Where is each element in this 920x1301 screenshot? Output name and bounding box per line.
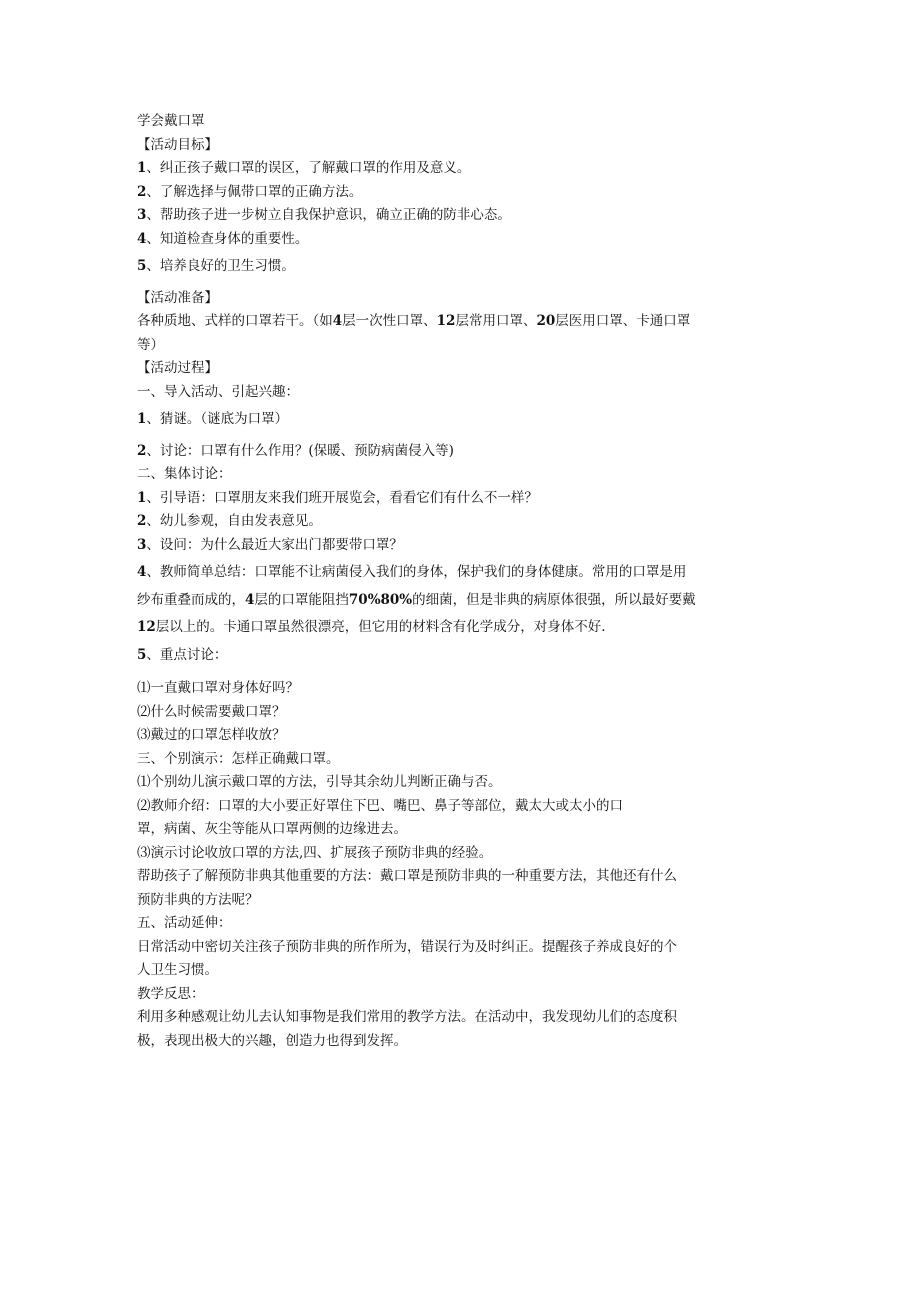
paragraph-line: ⑵教师介绍：口罩的大小要正好罩住下巴、嘴巴、鼻子等部位，戴太大或太小的口 [137, 797, 623, 814]
list-item: 2、幼儿参观，自由发表意见。 [137, 513, 322, 529]
goal-text: 、纠正孩子戴口罩的误区，了解戴口罩的作用及意义。 [146, 160, 471, 176]
paragraph-line: ⑴个别幼儿演示戴口罩的方法，引导其余幼儿判断正确与否。 [137, 774, 502, 790]
paragraph-line: 预防非典的方法呢？ [137, 891, 259, 908]
goal-text: 、了解选择与佩带口罩的正确方法。 [146, 183, 363, 200]
list-item: 1、引导语：口罩朋友来我们班开展览会，看看它们有什么不一样？ [137, 489, 538, 506]
goal-item [137, 204, 782, 228]
goal-number: 5 [137, 258, 147, 274]
question-item: ⑶戴过的口罩怎样收放？ [137, 727, 286, 743]
reflection-heading: 教学反思： [137, 985, 205, 1002]
paragraph-line: 人卫生习惯。 [137, 962, 218, 978]
question-item: ⑵什么时候需要戴口罩？ [137, 703, 286, 720]
paragraph-line: 利用多种感观让幼儿去认知事物是我们常用的教学方法。在活动中，我发现幼儿们的态度积 [137, 1009, 677, 1025]
list-item: 3、设问：为什么最近大家出门都要带口罩？ [137, 536, 403, 553]
section-heading-5: 五、活动延伸： [137, 915, 232, 931]
list-item-continued: 纱布重叠而成的，4层的口罩能阻挡70%80%的细菌，但是非典的病原体很强，所以最好要戴 [137, 591, 696, 608]
list-item: 4、教师简单总结：口罩能不让病菌侵入我们的身体，保护我们的身体健康。常用的口罩是用 [137, 564, 687, 580]
paragraph-line: 日常活动中密切关注孩子预防非典的所作所为，错误行为及时纠正。提醒孩子养成良好的个 [137, 938, 677, 955]
paragraph-line: 帮助孩子了解预防非典其他重要的方法：戴口罩是预防非典的一种重要方法，其他还有什么 [137, 868, 677, 884]
list-item: 1、猜谜。（谜底为口罩） [137, 411, 289, 427]
document-page [137, 110, 782, 1053]
goal-number: 2 [137, 183, 147, 200]
question-item: ⑴一直戴口罩对身体好吗？ [137, 680, 299, 696]
goal-item [137, 255, 782, 279]
section-heading-1: 一、导入活动、引起兴趣： [137, 383, 299, 400]
goal-number: 1 [137, 160, 147, 176]
process-heading: 【活动过程】 [137, 360, 218, 376]
goal-text: 、帮助孩子进一步树立自我保护意识，确立正确的防非心态。 [146, 207, 511, 223]
prep-line-continued: 等） [137, 336, 164, 353]
goal-text: 、培养良好的卫生习惯。 [146, 258, 295, 274]
goals-heading: 【活动目标】 [137, 136, 218, 153]
goal-text: 、知道检查身体的重要性。 [146, 230, 309, 247]
list-item-continued: 12层以上的。卡通口罩虽然很漂亮，但它用的材料含有化学成分，对身体不好. [137, 619, 606, 635]
list-item: 2、讨论：口罩有什么作用？(保暖、预防病菌侵入等) [137, 442, 454, 459]
paragraph-line: 极，表现出极大的兴趣，创造力也得到发挥。 [137, 1032, 407, 1049]
section-heading-3: 三、个别演示：怎样正确戴口罩。 [137, 750, 340, 767]
prep-line: 各种质地、式样的口罩若干。（如4层一次性口罩、12层常用口罩、20层医用口罩、卡通口罩 [137, 313, 691, 329]
goal-number: 3 [137, 207, 147, 223]
goal-number: 4 [137, 230, 147, 247]
section-heading-2: 二、集体讨论： [137, 466, 232, 482]
goal-item [137, 228, 782, 252]
goal-item [137, 157, 782, 181]
goal-item [137, 181, 782, 205]
paragraph-line: ⑶演示讨论收放口罩的方法,四、扩展孩子预防非典的经验。 [137, 844, 493, 861]
prep-heading: 【活动准备】 [137, 289, 218, 306]
paragraph-line: 罩，病菌、灰尘等能从口罩两侧的边缘进去。 [137, 821, 407, 837]
document-title: 学会戴口罩 [137, 113, 205, 129]
list-item: 5、重点讨论： [137, 646, 228, 663]
